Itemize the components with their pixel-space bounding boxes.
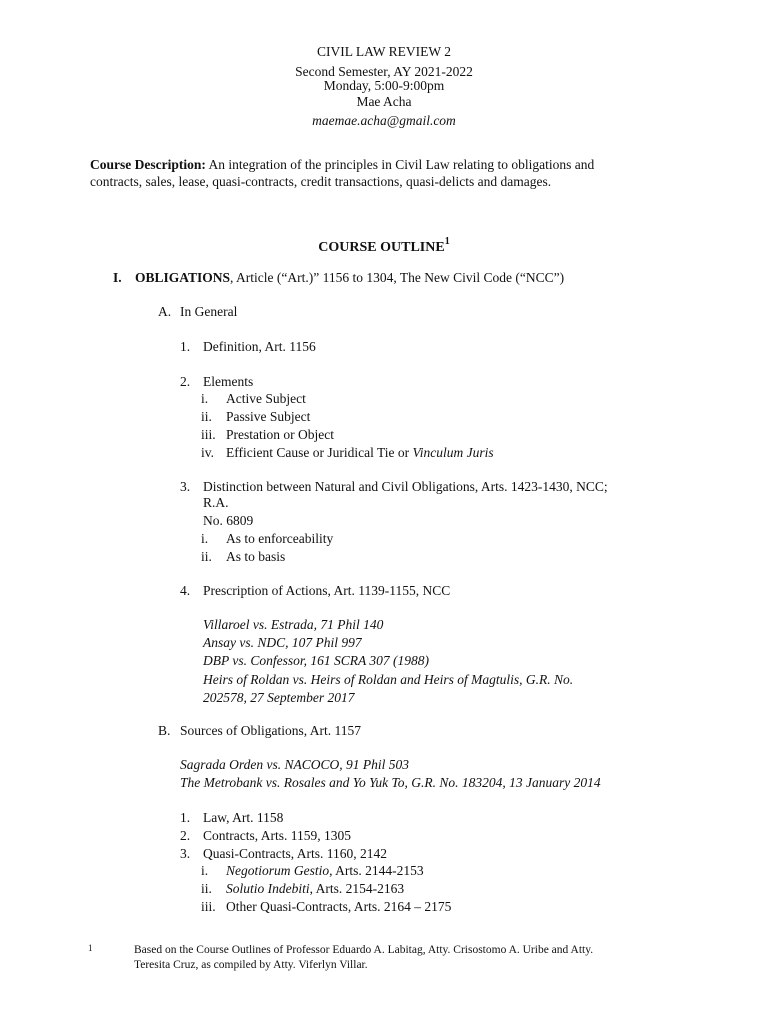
subsection-label-b: Sources of Obligations, Art. 1157 xyxy=(180,723,361,738)
item-number: 1. xyxy=(180,810,191,825)
case-citation: DBP vs. Confessor, 161 SCRA 307 (1988) xyxy=(203,653,429,668)
schedule-line: Monday, 5:00-9:00pm xyxy=(323,78,445,93)
list-item: Law, Art. 1158 xyxy=(203,810,284,825)
sub-item-number: i. xyxy=(201,531,209,546)
instructor-email[interactable]: maemae.acha@gmail.com xyxy=(312,113,456,128)
course-description-line1 xyxy=(90,157,675,173)
subsection-label-a: In General xyxy=(180,304,238,319)
sub-item-text: Passive Subject xyxy=(226,409,311,424)
course-outline-title-text: COURSE OUTLINE xyxy=(318,240,445,255)
case-citation: The Metrobank vs. Rosales and Yo Yuk To, G.R. No. 183204, 13 January 2014 xyxy=(180,775,601,790)
sub-item-number: iii. xyxy=(201,427,216,442)
sub-item-text-italic: Vinculum Juris xyxy=(412,445,494,460)
section-heading-bold: OBLIGATIONS xyxy=(135,270,231,285)
footnote-mark: 1 xyxy=(88,943,93,953)
section-heading-rest: , Article (“Art.)” 1156 to 1304, The New Civil Code (“NCC”) xyxy=(230,270,565,285)
item-distinction-line3: No. 6809 xyxy=(203,513,254,528)
course-description-line2: contracts, sales, lease, quasi-contracts, credit transactions, quasi-delicts and damages. xyxy=(90,174,552,189)
course-description-label: Course Description: xyxy=(90,157,206,172)
footnote-line1: Based on the Course Outlines of Professor Eduardo A. Labitag, Atty. Crisostomo A. Uribe and Atty. xyxy=(134,944,594,956)
item-number: 3. xyxy=(180,479,191,494)
sub-item-text xyxy=(226,445,494,461)
case-citation: 202578, 27 September 2017 xyxy=(203,690,355,705)
sub-item-number: ii. xyxy=(201,409,212,424)
sub-item-text xyxy=(226,863,424,879)
section-heading xyxy=(135,270,564,286)
item-number: 2. xyxy=(180,374,191,389)
sub-item-text: As to enforceability xyxy=(226,531,334,546)
subsection-letter-a: A. xyxy=(158,304,172,319)
item-number: 2. xyxy=(180,828,191,843)
sub-item-text: Active Subject xyxy=(226,391,306,406)
sub-item-number: ii. xyxy=(201,881,212,896)
item-number: 3. xyxy=(180,846,191,861)
section-numeral: I. xyxy=(113,270,122,285)
footnote-line2: Teresita Cruz, as compiled by Atty. Viferlyn Villar. xyxy=(134,959,368,971)
item-distinction-line2: R.A. xyxy=(203,495,229,510)
sub-item-number: ii. xyxy=(201,549,212,564)
case-citation: Heirs of Roldan vs. Heirs of Roldan and Heirs of Magtulis, G.R. No. xyxy=(203,672,574,687)
sub-item-text-plain: , Arts. 2144-2153 xyxy=(329,863,424,878)
sub-item-text-plain: Efficient Cause or Juridical Tie or xyxy=(226,445,413,460)
list-item: Contracts, Arts. 1159, 1305 xyxy=(203,828,351,843)
item-number: 1. xyxy=(180,339,191,354)
sub-item-text-italic: Negotiorum Gestio xyxy=(226,863,330,878)
sub-item-text: Other Quasi-Contracts, Arts. 2164 – 2175 xyxy=(226,899,452,914)
item-number: 4. xyxy=(180,583,191,598)
sub-item-number: iii. xyxy=(201,899,216,914)
sub-item-number: i. xyxy=(201,391,209,406)
sub-item-text xyxy=(226,881,404,897)
case-citation: Villaroel vs. Estrada, 71 Phil 140 xyxy=(203,617,384,632)
subsection-letter-b: B. xyxy=(158,723,171,738)
course-description-text1: An integration of the principles in Civil Law relating to obligations and xyxy=(208,157,595,172)
footnote-reference[interactable]: 1 xyxy=(444,236,450,247)
sub-item-text-plain: , Arts. 2154-2163 xyxy=(309,881,405,896)
sub-item-text: Prestation or Object xyxy=(226,427,334,442)
case-citation: Ansay vs. NDC, 107 Phil 997 xyxy=(203,635,362,650)
course-title: CIVIL LAW REVIEW 2 xyxy=(316,44,452,59)
semester-line: Second Semester, AY 2021-2022 xyxy=(295,64,473,79)
item-distinction-line1: Distinction between Natural and Civil Obligations, Arts. 1423-1430, NCC; xyxy=(203,479,608,494)
item-elements: Elements xyxy=(203,374,254,389)
sub-item-number: iv. xyxy=(201,445,214,460)
item-prescription: Prescription of Actions, Art. 1139-1155, NCC xyxy=(203,583,451,598)
list-item: Quasi-Contracts, Arts. 1160, 2142 xyxy=(203,846,387,861)
case-citation: Sagrada Orden vs. NACOCO, 91 Phil 503 xyxy=(180,757,409,772)
sub-item-number: i. xyxy=(201,863,209,878)
instructor-name: Mae Acha xyxy=(356,94,412,109)
sub-item-text: As to basis xyxy=(226,549,286,564)
item-definition: Definition, Art. 1156 xyxy=(203,339,316,354)
sub-item-text-italic: Solutio Indebiti xyxy=(226,881,310,896)
course-outline-title xyxy=(0,236,768,256)
